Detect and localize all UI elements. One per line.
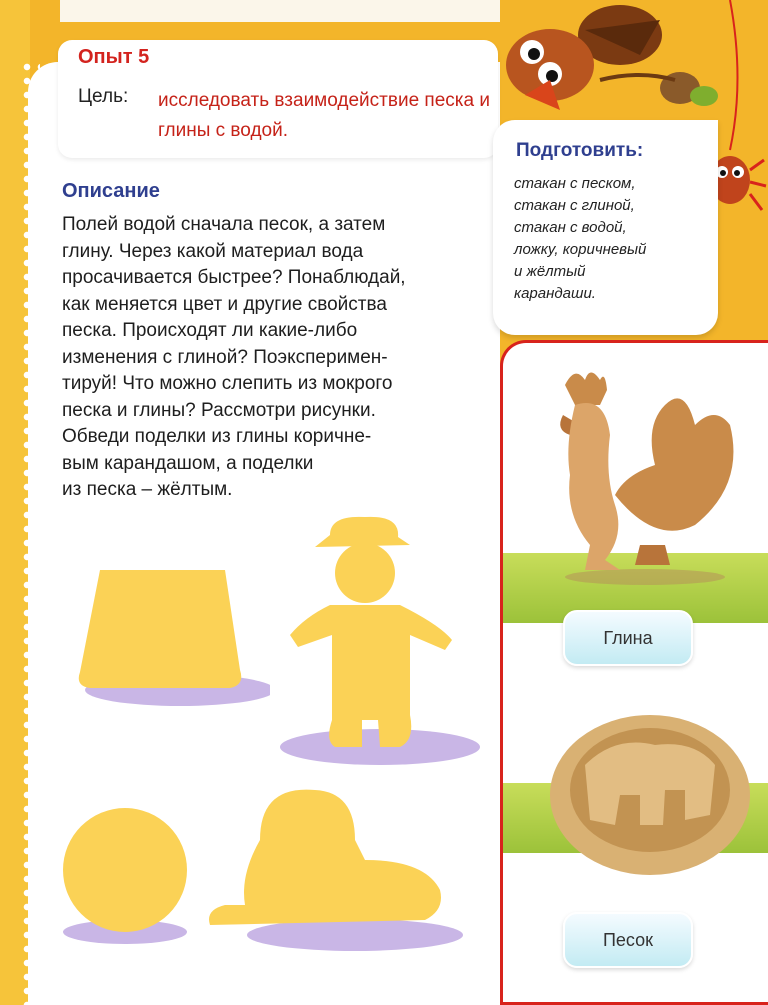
prepare-item: карандаши. <box>514 285 596 302</box>
prepare-item: стакан с водой, <box>514 219 627 236</box>
description-line: из песка – жёлтым. <box>62 479 233 500</box>
bucket-shape <box>70 560 270 710</box>
prepare-list <box>514 173 714 305</box>
sand-label <box>563 912 693 968</box>
prepare-item: и жёлтый <box>514 263 586 280</box>
prepare-item: стакан с песком, <box>514 175 636 192</box>
description-text <box>62 212 474 504</box>
description-line: как меняется цвет и другие свойства <box>62 293 387 315</box>
dotted-edge <box>20 60 40 1005</box>
description-line: изменения с глиной? Поэксперимен- <box>62 346 388 368</box>
prepare-item: ложку, коричневый <box>514 241 647 258</box>
boy-shape <box>270 515 485 770</box>
ball-shape <box>50 800 200 950</box>
experiment-title: Опыт 5 <box>78 46 150 68</box>
description-line: вым карандашом, а поделки <box>62 452 314 474</box>
clay-label <box>563 610 693 666</box>
top-strip <box>60 0 500 22</box>
clay-label-text: Глина <box>603 627 653 648</box>
description-line: тируй! Что можно слепить из мокрого <box>62 373 393 394</box>
sphinx-shape <box>205 780 465 955</box>
description-line: Полей водой сначала песок, а затем <box>62 214 386 235</box>
description-line: глину. Через какой материал вода <box>62 240 364 262</box>
prepare-title: Подготовить: <box>516 140 644 161</box>
description-line: песка и глины? Рассмотри рисунки. <box>62 399 376 421</box>
goal-label: Цель: <box>78 86 129 107</box>
description-line: песка. Происходят ли какие-либо <box>62 320 358 341</box>
goal-text: исследовать взаимодействие песка и глины с водой. <box>158 90 490 141</box>
acorn-mascot-icon <box>490 0 720 125</box>
sand-label-text: Песок <box>602 929 654 950</box>
description-line: просачивается быстрее? Понаблюдай, <box>62 267 406 288</box>
description-title: Описание <box>62 180 160 202</box>
sand-sculpture-image <box>545 695 755 885</box>
description-line: Обведи поделки из глины коричне- <box>62 426 372 447</box>
prepare-item: стакан с глиной, <box>514 197 635 214</box>
clay-rooster-image <box>545 365 750 585</box>
